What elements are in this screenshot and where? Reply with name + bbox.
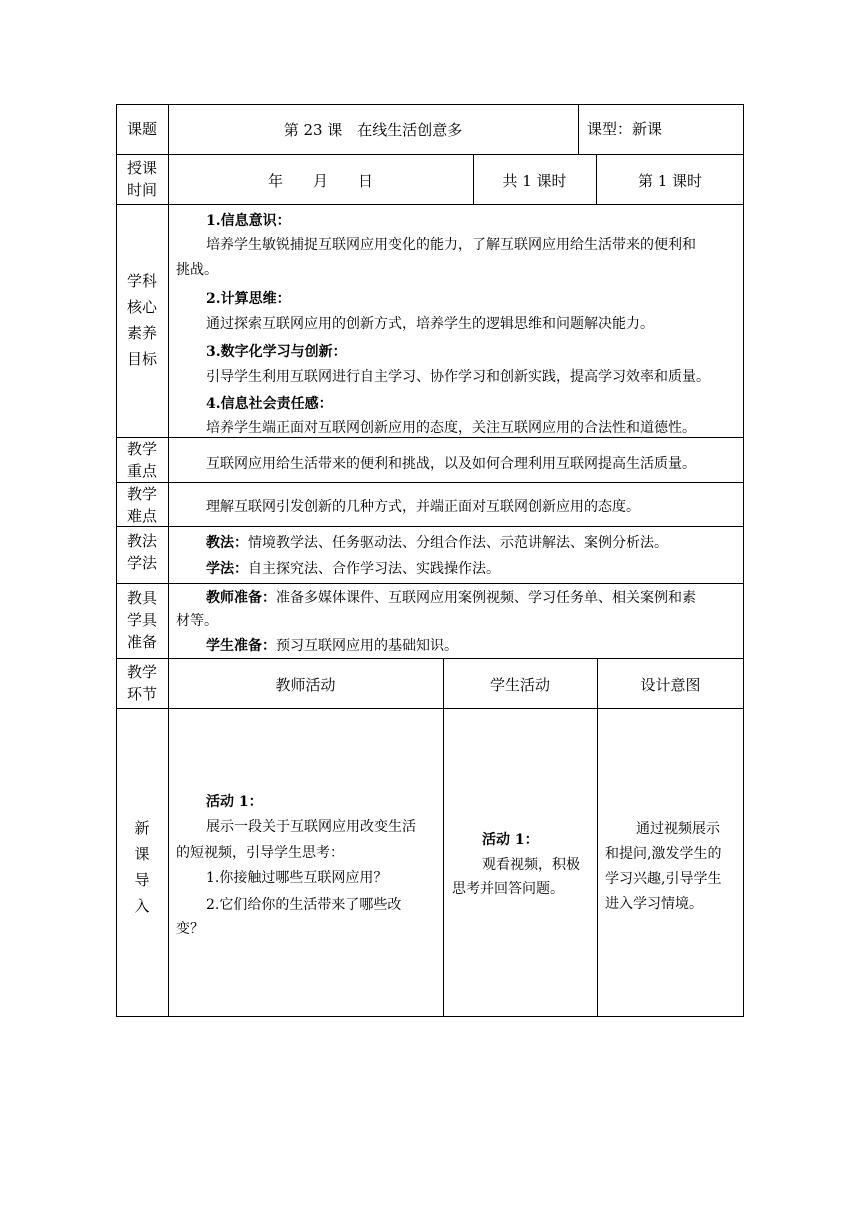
row-divider [116,583,744,584]
materials-label-line: 准备 [126,633,157,651]
learning-methods [206,557,500,581]
materials-label-line: 学具 [126,611,157,629]
steps-label [116,661,168,705]
goal-title: 3.数字化学习与创新： [206,344,347,360]
row-divider [116,708,744,709]
total-hours: 共 1 课时 [502,172,567,190]
teacher-activity-line: 展示一段关于互联网应用改变生活 [206,819,416,835]
student-activity-title: 活动 1： [482,832,539,848]
goals-label-line: 学科 [126,272,157,290]
lesson-type: 课型：新课 [587,120,663,138]
intro-label-char: 入 [134,897,150,915]
teacher-prep-cont: 材等。 [176,613,218,629]
goals-label-line: 核心 [126,298,157,316]
teacher-activity-line: 变？ [176,921,204,937]
steps-label-line1: 教学 [126,663,157,681]
methods-label-line1: 教法 [126,532,157,550]
time-label-line1: 授课 [126,159,157,177]
intro-label-char: 导 [134,871,150,889]
goal-text: 引导学生利用互联网进行自主学习、协作学习和创新实践，提高学习效率和质量。 [206,369,710,385]
row-divider [116,154,744,155]
column-divider [443,658,444,1017]
goals-label [117,268,167,372]
design-intent-header: 设计意图 [640,676,701,694]
key-points-text: 互联网应用给生活带来的便利和挑战，以及如何合理利用互联网提高生活质量。 [206,456,696,472]
goals-label-line: 目标 [126,350,157,368]
materials-label [116,587,168,653]
teacher-prep-text: 准备多媒体课件、互联网应用案例视频、学习任务单、相关案例和素 [276,590,696,606]
learning-methods-text: 自主探究法、合作学习法、实践操作法。 [248,561,500,577]
teaching-methods [206,531,668,555]
design-intent-line: 学习兴趣,引导学生 [605,871,722,887]
student-activity-header: 学生活动 [489,676,550,694]
teacher-prep [206,586,696,610]
design-intent-line: 进入学习情境。 [605,896,703,912]
teacher-activity-line: 2.它们给你的生活带来了哪些改 [206,897,402,913]
column-divider [168,104,169,1017]
learning-methods-title: 学法： [206,561,248,577]
teaching-methods-title: 教法： [206,535,248,551]
intro-label-char: 新 [134,819,150,837]
difficulties-label-line2: 难点 [126,507,157,525]
goal-text: 通过探索互联网应用的创新方式，培养学生的逻辑思维和问题解决能力。 [206,316,654,332]
steps-label-line2: 环节 [126,685,157,703]
goal-text: 培养学生端正面对互联网创新应用的态度，关注互联网应用的合法性和道德性。 [206,420,696,436]
topic-label: 课题 [126,120,157,138]
student-prep [206,634,458,658]
goal-text-cont: 挑战。 [176,262,218,278]
time-label-line2: 时间 [126,181,157,199]
goals-label-line: 素养 [126,324,157,342]
key-points-label-line2: 重点 [126,462,157,480]
current-hour: 第 1 课时 [637,172,703,190]
goal-text: 培养学生敏锐捕捉互联网应用变化的能力，了解互联网应用给生活带来的便利和 [206,237,696,253]
student-prep-text: 预习互联网应用的基础知识。 [276,638,458,654]
difficulties-label [116,483,168,527]
column-divider [578,104,579,154]
difficulties-text: 理解互联网引发创新的几种方式，并端正面对互联网创新应用的态度。 [206,499,640,515]
time-label [116,157,168,201]
key-points-label [116,438,168,482]
teacher-activity-line: 1.你接触过哪些互联网应用？ [206,870,388,886]
row-divider [116,482,744,483]
student-activity-line: 观看视频，积极 [482,857,580,873]
intro-label [117,815,167,919]
methods-label [116,530,168,574]
topic-title: 第 23 课 在线生活创意多 [283,121,463,139]
goal-title: 4.信息社会责任感： [206,396,333,412]
key-points-label-line1: 教学 [126,440,157,458]
student-activity-line: 思考并回答问题。 [452,881,564,897]
materials-label-line: 教具 [126,589,157,607]
date-field: 年 月 日 [267,172,373,190]
difficulties-label-line1: 教学 [126,485,157,503]
goal-title: 2.计算思维： [206,291,291,307]
row-divider [116,526,744,527]
design-intent-line: 通过视频展示 [636,821,720,837]
design-intent-line: 和提问,激发学生的 [605,846,722,862]
intro-label-char: 课 [134,845,150,863]
goal-title: 1.信息意识： [206,213,291,229]
row-divider [116,204,744,205]
row-divider [116,658,744,659]
teacher-activity-header: 教师活动 [275,676,336,694]
teaching-methods-text: 情境教学法、任务驱动法、分组合作法、示范讲解法、案例分析法。 [248,535,668,551]
column-divider [597,658,598,1017]
student-prep-title: 学生准备： [206,638,276,654]
teacher-activity-title: 活动 1： [206,794,263,810]
teacher-prep-title: 教师准备： [206,590,276,606]
methods-label-line2: 学法 [126,554,157,572]
teacher-activity-line: 的短视频，引导学生思考： [176,845,344,861]
